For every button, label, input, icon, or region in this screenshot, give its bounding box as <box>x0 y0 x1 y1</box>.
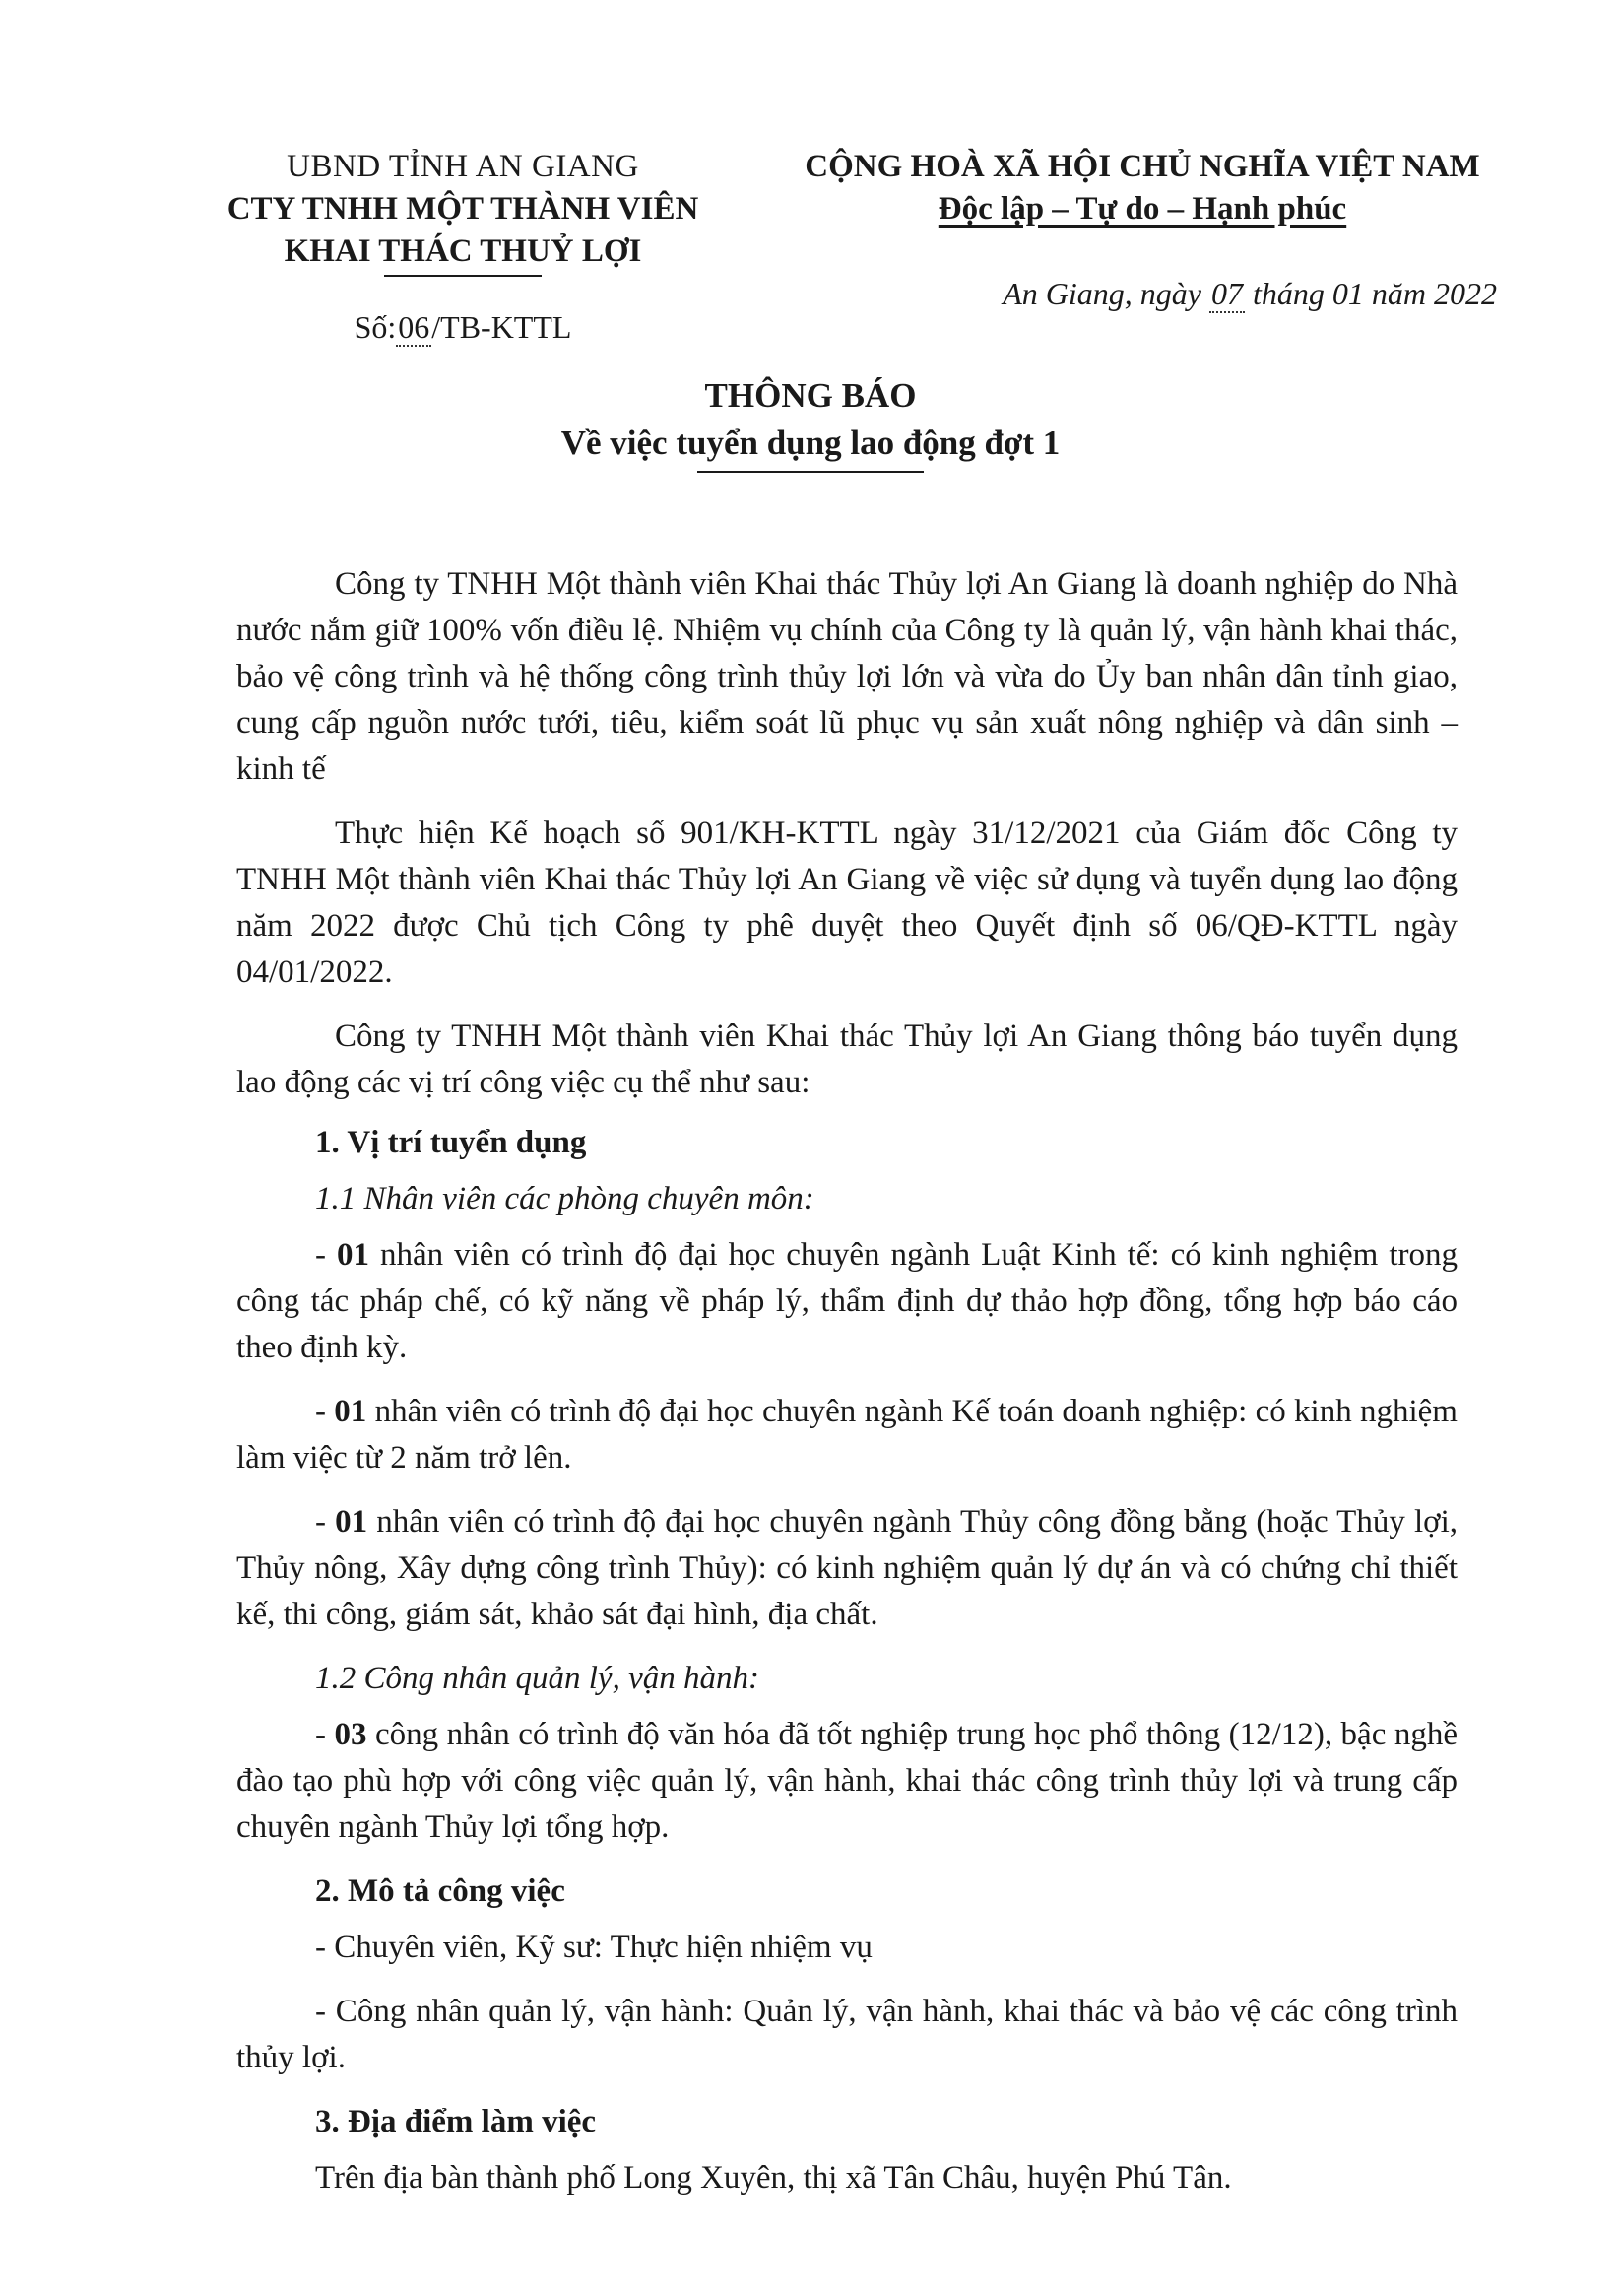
item-text: công nhân có trình độ văn hóa đã tốt nghiệp trung học phổ thông (12/12), bậc nghề đào tạo phù hợp với công việc quản lý, vận hành, khai thác công trình thủy lợi và trung cấp chuyên ngành Thủy lợi tổng hợp. <box>236 1717 1458 1845</box>
notice-title-block <box>0 372 1621 473</box>
issuer-company-line2: KHAI THÁC THUỶ LỢI <box>284 233 642 269</box>
notice-title: THÔNG BÁO <box>704 376 917 415</box>
position-item-law <box>236 1232 1458 1371</box>
issuer-header <box>187 146 739 349</box>
work-location: Trên địa bàn thành phố Long Xuyên, thị xã Tân Châu, huyện Phú Tân. <box>315 2160 1232 2196</box>
subsection-specialist-staff: 1.1 Nhân viên các phòng chuyên môn: <box>315 1181 814 1216</box>
issuer-underline <box>384 275 542 277</box>
announcement-paragraph: Công ty TNHH Một thành viên Khai thác Thủy lợi An Giang thông báo tuyển dụng lao động các vị trí công việc cụ thể như sau: <box>236 1018 1458 1100</box>
section-heading-location: 3. Địa điểm làm việc <box>315 2104 597 2139</box>
doc-no-value: 06 <box>398 309 430 345</box>
date-prefix: An Giang, ngày <box>1003 276 1209 311</box>
notice-body <box>236 561 1458 2219</box>
issuer-company-line1: CTY TNHH MỘT THÀNH VIÊN <box>227 191 699 227</box>
notice-subject: Về việc tuyển dụng lao động đợt 1 <box>560 424 1061 462</box>
date-day: 07 <box>1211 276 1243 311</box>
intro-paragraph: Công ty TNHH Một thành viên Khai thác Thủy lợi An Giang là doanh nghiệp do Nhà nước nắm giữ 100% vốn điều lệ. Nhiệm vụ chính của Công ty là quản lý, vận hành khai thác, bảo vệ công trình và hệ thống công trình thủy lợi lớn và vừa do Ủy ban nhân dân tỉnh giao, cung cấp nguồn nước tưới, tiêu, kiểm soát lũ phục vụ sản xuất nông nghiệp và dân sinh – kinh tế <box>236 566 1458 787</box>
item-dash: - <box>315 1717 335 1752</box>
national-title: CỘNG HOÀ XÃ HỘI CHỦ NGHĨA VIỆT NAM <box>805 149 1480 184</box>
item-text: nhân viên có trình độ đại học chuyên ngành Thủy công đồng bằng (hoặc Thủy lợi, Thủy nông, Xây dựng công trình Thủy): có kinh nghiệm quản lý dự án và có chứng chỉ thiết kế, thi công, giám sát, khảo sát đại hình, địa chất. <box>236 1504 1458 1632</box>
item-count: 03 <box>334 1717 367 1752</box>
item-dash: - <box>315 1394 335 1429</box>
date-line <box>758 273 1526 315</box>
national-header <box>758 146 1526 315</box>
item-dash: - <box>315 1504 336 1540</box>
national-motto: Độc lập – Tự do – Hạnh phúc <box>938 191 1347 227</box>
title-underline <box>697 471 924 473</box>
position-item-workers <box>236 1712 1458 1851</box>
subsection-operators: 1.2 Công nhân quản lý, vận hành: <box>315 1661 759 1696</box>
job-description-specialist: - Chuyên viên, Kỹ sư: Thực hiện nhiệm vụ <box>315 1930 873 1965</box>
item-count: 01 <box>334 1394 367 1429</box>
job-description-operator: - Công nhân quản lý, vận hành: Quản lý, vận hành, khai thác và bảo vệ các công trình thủy lợi. <box>236 1994 1458 2075</box>
item-text: nhân viên có trình độ đại học chuyên ngành Kế toán doanh nghiệp: có kinh nghiệm làm việc từ 2 năm trở lên. <box>236 1394 1458 1476</box>
doc-no-prefix: Số: <box>354 309 397 345</box>
doc-no-suffix: /TB-KTTL <box>431 309 572 345</box>
document-number <box>187 306 739 349</box>
section-heading-positions: 1. Vị trí tuyển dụng <box>315 1125 587 1160</box>
item-dash: - <box>315 1237 337 1273</box>
item-count: 01 <box>335 1504 368 1540</box>
item-count: 01 <box>336 1237 369 1273</box>
issuer-authority: UBND TỈNH AN GIANG <box>287 149 639 184</box>
basis-paragraph: Thực hiện Kế hoạch số 901/KH-KTTL ngày 31/12/2021 của Giám đốc Công ty TNHH Một thành viên Khai thác Thủy lợi An Giang về việc sử dụng và tuyển dụng lao động năm 2022 được Chủ tịch Công ty phê duyệt theo Quyết định số 06/QĐ-KTTL ngày 04/01/2022. <box>236 816 1458 990</box>
position-item-irrigation-engineer <box>236 1499 1458 1638</box>
date-suffix: tháng 01 năm 2022 <box>1245 276 1497 311</box>
item-text: nhân viên có trình độ đại học chuyên ngành Luật Kinh tế: có kinh nghiệm trong công tác pháp chế, có kỹ năng về pháp lý, thẩm định dự thảo hợp đồng, tổng hợp báo cáo theo định kỳ. <box>236 1237 1458 1365</box>
section-heading-job-description: 2. Mô tả công việc <box>315 1873 565 1909</box>
position-item-accounting <box>236 1389 1458 1481</box>
